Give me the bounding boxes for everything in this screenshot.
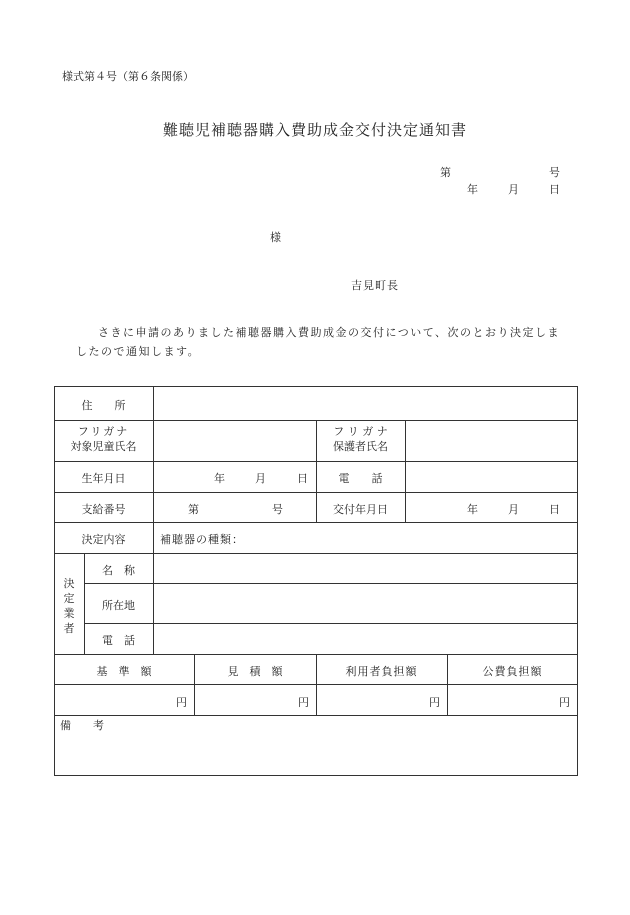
document-number-suffix: 号 (549, 166, 560, 179)
document-title: 難聴児補聴器購入費助成金交付決定通知書 (162, 121, 467, 139)
vendor-group-label-2: 定 (63, 592, 75, 605)
vendor-group-label-4: 者 (63, 622, 75, 635)
row-line (84, 623, 578, 624)
date-year-label: 年 (467, 183, 478, 196)
estimate-amount-header: 見 積 額 (227, 665, 283, 678)
birth-year-label: 年 (214, 472, 225, 485)
payment-number-label: 支給番号 (81, 503, 126, 516)
hearing-aid-type-label: 補聴器の種類： (160, 533, 244, 546)
column-line (153, 386, 154, 654)
vendor-name-label: 名 称 (102, 564, 135, 577)
birthdate-label: 生年月日 (81, 472, 126, 485)
decision-content-label: 決定内容 (81, 533, 126, 546)
child-furigana-label: フリガナ (77, 425, 130, 438)
remarks-label: 備 考 (60, 719, 104, 732)
public-burden-header: 公費負担額 (482, 665, 543, 678)
issuer-name: 吉見町長 (351, 279, 399, 292)
issue-year-label: 年 (467, 503, 478, 516)
guardian-name-label: 保護者氏名 (333, 440, 388, 453)
vendor-location-label: 所在地 (102, 599, 135, 612)
notice-body-text: さきに申請のありました補聴器購入費助成金の交付について、次のとおり決定しましたので通知します。 (76, 326, 561, 358)
issue-date-label: 交付年月日 (333, 503, 388, 516)
issue-day-label: 日 (549, 503, 560, 516)
standard-amount-yen: 円 (176, 696, 187, 709)
standard-amount-header: 基 準 額 (96, 665, 152, 678)
addressee-suffix: 様 (270, 231, 281, 244)
vendor-group-label-3: 業 (63, 607, 75, 620)
child-name-label: 対象児童氏名 (70, 440, 137, 453)
guardian-furigana-label: フ リ ガ ナ (333, 425, 388, 438)
row-line (84, 583, 578, 584)
estimate-amount-yen: 円 (298, 696, 309, 709)
column-line (405, 420, 406, 522)
row-line (54, 715, 578, 716)
vendor-phone-label: 電 話 (102, 634, 135, 647)
date-month-label: 月 (508, 183, 519, 196)
payment-number-prefix: 第 (188, 503, 199, 516)
row-line (54, 522, 578, 523)
user-burden-header: 利用者負担額 (345, 665, 418, 678)
birth-day-label: 日 (297, 472, 308, 485)
issue-month-label: 月 (508, 503, 519, 516)
phone-label: 電 話 (338, 472, 383, 485)
vendor-group-label-1: 決 (63, 577, 75, 590)
row-line (54, 553, 578, 554)
document-number-prefix: 第 (440, 166, 451, 179)
payment-number-suffix: 号 (272, 503, 283, 516)
birth-month-label: 月 (255, 472, 266, 485)
address-label: 住 所 (81, 399, 126, 412)
form-id: 様式第４号（第６条関係） (62, 70, 194, 83)
date-day-label: 日 (549, 183, 560, 196)
user-burden-yen: 円 (429, 696, 440, 709)
public-burden-yen: 円 (559, 696, 570, 709)
